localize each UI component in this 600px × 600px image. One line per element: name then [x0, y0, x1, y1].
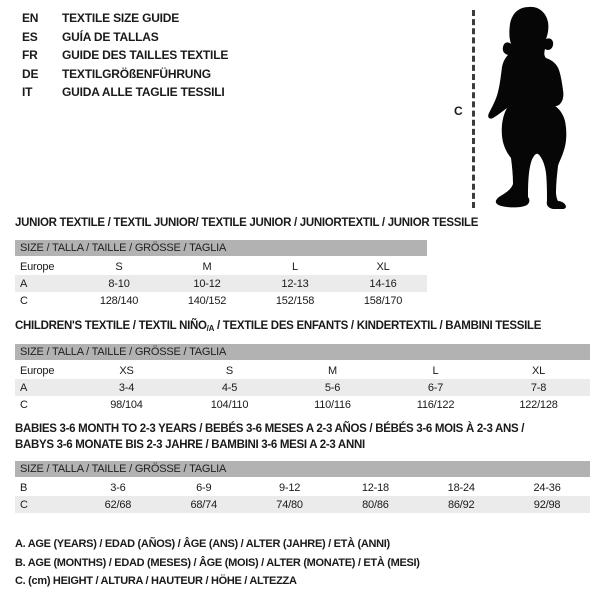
baby-silhouette-icon	[486, 3, 596, 209]
lang-code: FR	[22, 48, 38, 62]
children-table-title	[15, 320, 541, 333]
junior-size-table	[15, 258, 427, 309]
value-cell: 68/74	[190, 498, 217, 511]
babies-title-line1: BABIES 3-6 MONTH TO 2-3 YEARS / BEBÉS 3-6 MESES A 2-3 AÑOS / BÉBÉS 3-6 MOIS À 2-3 ANS /	[15, 423, 525, 435]
value-cell: 152/158	[275, 294, 315, 307]
lang-row-it	[22, 83, 228, 102]
value-cell: 6-7	[427, 381, 444, 394]
babies-title-line2: BABYS 3-6 MONATE BIS 2-3 JAHRE / BAMBINI 3-6 MESI A 2-3 ANNI	[15, 439, 365, 451]
title-part: / TEXTILE DES ENFANTS / KINDERTEXTIL / BAMBINI TESSILE	[214, 320, 542, 332]
lang-title: GUÍA DE TALLAS	[62, 29, 159, 44]
table-row	[15, 496, 590, 513]
value-cell: 140/152	[187, 294, 227, 307]
lang-code: EN	[22, 11, 39, 25]
value-cell: 12-18	[361, 481, 389, 494]
value-cell: 14-16	[369, 277, 397, 290]
size-cell: S	[115, 260, 123, 273]
height-measure-dashed-line	[472, 10, 475, 208]
value-cell: 7-8	[530, 381, 547, 394]
value-cell: 5-6	[324, 381, 341, 394]
row-label: A	[20, 277, 28, 290]
size-cell: M	[328, 364, 337, 377]
value-cell: 128/140	[99, 294, 139, 307]
size-cell: L	[292, 260, 298, 273]
value-cell: 110/116	[314, 398, 351, 411]
value-cell: 62/68	[104, 498, 132, 511]
row-label: C	[20, 498, 28, 511]
lang-row-de	[22, 65, 228, 84]
table-row	[15, 396, 590, 413]
table-row	[15, 362, 590, 379]
table-row	[15, 258, 427, 275]
height-measure-label: C	[454, 104, 463, 118]
size-cell: XL	[376, 260, 390, 273]
value-cell: 12-13	[281, 277, 309, 290]
lang-row-en	[22, 9, 228, 28]
lang-code: DE	[22, 66, 39, 81]
children-size-header-bar: SIZE / TALLA / TAILLE / GRÖSSE / TAGLIA	[15, 344, 590, 360]
size-cell: XL	[531, 364, 546, 377]
value-cell: 6-9	[196, 481, 212, 494]
value-cell: 116/122	[416, 398, 455, 411]
table-row	[15, 275, 427, 292]
footnote-b: B. AGE (MONTHS) / EDAD (MESES) / ÂGE (MOIS) / ALTER (MONATE) / ETÀ (MESI)	[15, 556, 420, 569]
size-cell: XS	[119, 364, 134, 377]
language-header	[22, 9, 228, 102]
junior-size-header-bar: SIZE / TALLA / TAILLE / GRÖSSE / TAGLIA	[15, 240, 427, 256]
lang-code: ES	[22, 29, 38, 44]
table-row	[15, 292, 427, 309]
lang-code: IT	[22, 85, 33, 99]
size-cell: L	[432, 364, 439, 377]
babies-table-title	[15, 421, 524, 453]
value-cell: 92/98	[533, 498, 561, 511]
title-subscript: /A	[206, 324, 215, 333]
row-label: C	[20, 398, 28, 411]
babies-size-table	[15, 479, 590, 513]
junior-table-group	[15, 240, 427, 309]
value-cell: 10-12	[193, 277, 221, 290]
table-row	[15, 379, 590, 396]
value-cell: 122/128	[519, 398, 558, 411]
row-label: Europe	[20, 260, 55, 273]
lang-title: TEXTILGRÖßENFÜHRUNG	[62, 66, 211, 81]
footnotes	[15, 535, 420, 591]
row-label: A	[20, 381, 28, 394]
value-cell: 3-4	[118, 381, 135, 394]
footnote-a: A. AGE (YEARS) / EDAD (AÑOS) / ÂGE (ANS) / ALTER (JAHRE) / ETÀ (ANNI)	[15, 538, 390, 550]
children-size-table	[15, 362, 590, 413]
footnote-c: C. (cm) HEIGHT / ALTURA / HAUTEUR / HÖHE / ALTEZZA	[15, 575, 297, 587]
row-label: C	[20, 294, 28, 307]
value-cell: 80/86	[362, 498, 389, 511]
value-cell: 18-24	[447, 481, 475, 494]
babies-table-group	[15, 461, 590, 513]
value-cell: 158/170	[363, 294, 403, 307]
value-cell: 24-36	[533, 481, 561, 494]
junior-table-title: JUNIOR TEXTILE / TEXTIL JUNIOR/ TEXTILE JUNIOR / JUNIORTEXTIL / JUNIOR TESSILE	[15, 217, 479, 229]
row-label: B	[20, 481, 28, 494]
children-table-group	[15, 344, 590, 413]
size-cell: M	[202, 260, 212, 273]
value-cell: 98/104	[110, 398, 143, 411]
lang-title: GUIDA ALLE TAGLIE TESSILI	[62, 85, 225, 99]
value-cell: 86/92	[447, 498, 475, 511]
table-row	[15, 479, 590, 496]
title-part: CHILDREN'S TEXTILE / TEXTIL NIÑO	[15, 320, 207, 332]
row-label: Europe	[20, 364, 55, 377]
lang-row-fr	[22, 46, 228, 65]
value-cell: 104/110	[210, 398, 249, 411]
lang-title: TEXTILE SIZE GUIDE	[62, 11, 180, 25]
value-cell: 8-10	[108, 277, 130, 290]
value-cell: 3-6	[110, 481, 126, 494]
value-cell: 9-12	[278, 481, 301, 494]
value-cell: 4-5	[221, 381, 238, 394]
size-cell: S	[225, 364, 234, 377]
value-cell: 74/80	[276, 498, 303, 511]
lang-title: GUIDE DES TAILLES TEXTILE	[62, 48, 229, 62]
lang-row-es	[22, 28, 228, 47]
babies-size-header-bar: SIZE / TALLA / TAILLE / GRÖSSE / TAGLIA	[15, 461, 590, 477]
